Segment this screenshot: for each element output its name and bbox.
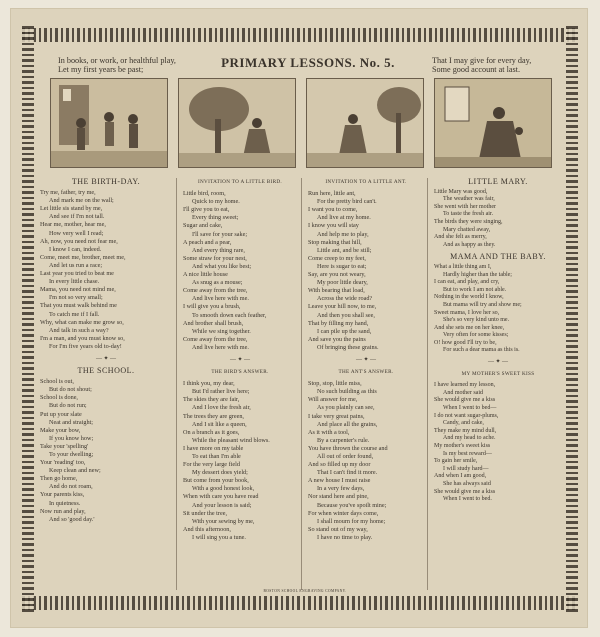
poem-line: Run here, little ant, — [308, 190, 356, 198]
poem-line: How very well I read; — [49, 229, 104, 237]
poem-line: Put up your slate — [40, 410, 82, 418]
poem-line: I shall mourn for my home; — [317, 517, 386, 525]
poem-line: And what you like best; — [192, 262, 252, 270]
poem-line: I take very great pains, — [308, 412, 365, 420]
header-left-verse — [58, 56, 176, 74]
poem-line: Take your 'spelling' — [40, 442, 89, 450]
poem-line: My mother's sweet kiss — [434, 443, 491, 449]
poem-line: Neat and straight; — [49, 418, 93, 426]
poem-line: And my head to ache. — [443, 435, 496, 442]
poem-line: And live here with me. — [192, 295, 249, 303]
poem-birds-answer — [183, 380, 297, 542]
poem-line: She's so very kind unto me. — [443, 317, 510, 324]
top-border — [22, 28, 578, 42]
separator: — ✦ — — [229, 356, 251, 363]
poem-line: And brother shall brush, — [183, 319, 244, 327]
poem-line: Sugar and cake, — [183, 222, 223, 230]
poem-line: I'm a man, and you must know so, — [40, 334, 125, 342]
poem-line: Now run and play, — [40, 507, 86, 515]
poem-title-little-mary: LITTLE MARY. — [468, 177, 528, 186]
poem-line: For the pretty bird can't. — [317, 198, 377, 206]
poem-line: That you must walk behind me — [40, 302, 117, 310]
poem-line: To taste the fresh air. — [443, 211, 494, 218]
poem-line: Your 'reading' too, — [40, 459, 86, 467]
printer-imprint: BOSTON SCHOOL ENGRAVING COMPANY. — [263, 589, 347, 593]
poem-line: I think you, my dear, — [183, 380, 235, 388]
poem-line: Mama, you need not mind me, — [40, 286, 116, 294]
poem-line: Stop, stop, little miss, — [308, 380, 362, 388]
illustration-mother-and-baby — [434, 78, 552, 168]
poem-line: And live at my home. — [317, 214, 371, 222]
poem-line: Come away from the tree, — [183, 287, 248, 295]
poem-line: You have thrown the course and — [308, 444, 388, 452]
poem-line: For when winter days come, — [308, 509, 379, 517]
poem-line: Ah, now, you need not fear me, — [40, 237, 118, 245]
poem-line: Why, what can make me grow so, — [40, 318, 124, 326]
poem-line: Little Mary was good, — [434, 188, 488, 195]
separator: — ✦ — — [487, 359, 509, 366]
poem-line: To gain her smile, — [434, 458, 478, 465]
poem-line: Sit under the tree, — [183, 509, 227, 517]
poem-line: For the very large field — [183, 461, 240, 469]
poem-school — [40, 378, 172, 524]
poem-line: In every little chase. — [49, 278, 100, 286]
poem-line: I do not want sugar-plums, — [434, 412, 499, 419]
illustration-children-playing — [50, 78, 168, 168]
poem-line: Across the wide road? — [317, 295, 373, 303]
poem-line: To smooth down each feather, — [192, 311, 267, 319]
poem-line: Come away from the tree, — [183, 335, 248, 343]
poem-line: And so filled up my door — [308, 461, 371, 469]
illustration-girl-with-ant — [306, 78, 424, 168]
poem-line: All out of order found, — [317, 453, 374, 460]
poem-line: A nice little house — [183, 271, 228, 279]
poem-line: O! how good I'll try to be, — [434, 339, 497, 346]
poem-line: In a very few days, — [317, 485, 365, 493]
poem-line: I have no time to play. — [317, 533, 373, 541]
poem-line: I can eat, and play, and cry, — [434, 279, 500, 286]
poem-line: They make my mind dull, — [434, 427, 497, 434]
poem-line: With your sewing by me, — [192, 517, 255, 525]
poem-line: Say, are you not weary, — [308, 271, 366, 279]
poem-line: And talk in such a way? — [49, 326, 109, 334]
poem-line: Nor stand here and pine, — [308, 493, 369, 501]
header-right-line2: Some good account at last. — [432, 65, 520, 74]
header-right-verse — [432, 56, 531, 74]
poem-line: I can pile up the sand, — [317, 327, 372, 335]
poem-line: I'll give you to eat, — [183, 206, 230, 214]
poem-line: The weather was fair, — [443, 196, 495, 203]
poem-line: And I sit like a queen, — [192, 420, 247, 428]
poem-line: But do not shout; — [49, 386, 92, 394]
poem-line: Candy, and cake, — [443, 420, 484, 427]
poem-line: She would give me a kiss — [434, 397, 496, 404]
poem-title-invitation-bird: INVITATION TO A LITTLE BIRD. — [197, 179, 282, 185]
poem-line: But to work I am not able. — [443, 286, 507, 293]
poem-title-mothers-kiss: MY MOTHER'S SWEET KISS — [461, 370, 535, 377]
poem-line: Nothing in the world I know, — [434, 294, 504, 301]
poem-line: I will study hard— — [443, 465, 489, 472]
poem-line: As it with a tool, — [308, 428, 350, 436]
poem-line: I want you to come, — [308, 206, 358, 214]
poem-line: Sweet mama, I love her so, — [434, 309, 500, 316]
poem-line: To eat than I'm able — [192, 453, 241, 460]
poem-line: And I love the fresh air, — [192, 404, 251, 412]
poem-line: As snug as a mouse; — [192, 279, 243, 287]
poem-line: And see if I'm not tall. — [49, 213, 105, 221]
poem-line: And help me to play, — [317, 230, 369, 238]
poem-line: I'm not so very small; — [49, 294, 103, 302]
poem-invitation-bird — [183, 190, 297, 352]
poem-line: And every thing rare, — [192, 246, 245, 254]
poem-line: I will sing you a tune. — [192, 533, 246, 541]
poem-title-ants-answer: THE ANT'S ANSWER. — [338, 369, 394, 376]
poem-little-mary — [434, 189, 562, 250]
bottom-border — [22, 596, 578, 610]
poem-line: And so 'good day.' — [49, 515, 95, 523]
poem-line: With a good honest look, — [192, 485, 255, 493]
poem-line: And save you the pains — [308, 335, 366, 343]
poem-line: Every thing sweet; — [192, 214, 239, 222]
column-divider — [301, 178, 302, 590]
poem-line: Hardly higher than the table; — [443, 271, 512, 278]
poem-line: For I'm five years old to-day! — [49, 342, 122, 350]
poem-line: She has always said — [443, 480, 491, 487]
poem-line: What a little thing am I, — [434, 263, 492, 270]
poem-line: But come from your book, — [183, 477, 249, 485]
poem-line: And when I am good, — [434, 473, 487, 480]
column-divider — [427, 178, 428, 590]
poem-line: That by filling my hand, — [308, 319, 369, 327]
poem-line: I have more on my table — [183, 444, 244, 452]
poem-line: But I'd rather live here; — [192, 388, 250, 396]
poem-title-school: THE SCHOOL. — [77, 366, 135, 376]
poem-line: The birds they were singing, — [434, 218, 503, 225]
poem-line: Mary chatted away, — [443, 226, 491, 233]
poem-title-birthday: THE BIRTH-DAY. — [71, 177, 141, 186]
poem-line: I'll save for your sake; — [192, 230, 248, 238]
column-divider — [176, 178, 177, 590]
poem-line: I have learned my lesson, — [434, 382, 496, 389]
separator: — ✦ — — [355, 356, 377, 363]
column-2 — [183, 178, 297, 542]
column-1 — [40, 178, 172, 524]
poem-line: Because you've spoilt mine; — [317, 501, 387, 509]
poem-line: A peach and a pear, — [183, 238, 232, 246]
poem-line: Leave your hill now, to me, — [308, 303, 377, 311]
poem-line: I know you will stay — [308, 222, 359, 230]
poem-line: And then you shall see, — [317, 311, 375, 319]
poem-line: While we sing together. — [192, 327, 251, 335]
poem-line: That I can't find it more. — [317, 469, 378, 477]
poem-line: A new house I must raise — [308, 477, 371, 485]
poem-line: When I went to bed— — [443, 405, 497, 412]
poem-line: Let little sis stand by me, — [40, 205, 103, 213]
poem-line: On a branch as it goes, — [183, 428, 240, 436]
poem-line: For such a dear mama as this is. — [443, 347, 520, 354]
poem-line: To your dwelling; — [49, 451, 94, 458]
poem-line: And mark me on the wall; — [49, 197, 114, 205]
poem-line: And your lesson is said; — [192, 501, 252, 509]
poem-line: School is done, — [40, 394, 78, 402]
poem-line: Then go home, — [40, 475, 78, 483]
poem-line: Make your bow, — [40, 426, 81, 434]
poem-line: Will answer for me, — [308, 396, 358, 404]
poem-line: My dessert does yield; — [192, 469, 248, 477]
poem-line: While the pleasant wind blows. — [192, 436, 270, 444]
right-border — [566, 24, 578, 612]
poem-line: Come creep to my feet, — [308, 254, 366, 262]
poem-line: And live here with me. — [192, 343, 249, 351]
page-title: PRIMARY LESSONS. No. 5. — [221, 55, 395, 70]
poem-line: And do not roam, — [49, 483, 93, 491]
poem-line: She went with her mother — [434, 203, 496, 210]
column-3 — [308, 178, 424, 542]
poem-invitation-ant — [308, 190, 424, 352]
separator: — ✦ — — [95, 355, 117, 362]
poem-line: School is out, — [40, 378, 74, 386]
poem-line: Come, meet me, brother, meet me, — [40, 253, 126, 261]
poem-line: And place all the grains, — [317, 420, 378, 428]
poem-title-birds-answer: THE BIRD'S ANSWER. — [211, 369, 269, 376]
poem-line: If you know how; — [49, 434, 94, 442]
poem-line: Stop making that hill, — [308, 238, 362, 246]
poem-line: The trees they are green, — [183, 412, 244, 420]
poem-line: I will give you a brush, — [183, 303, 241, 311]
poem-line: With bearing that load, — [308, 287, 365, 295]
poem-line: I know I can, indeed. — [49, 245, 102, 253]
poem-line: But mama will try and show me; — [443, 301, 522, 308]
poem-line: Try me, father, try me, — [40, 189, 96, 197]
header-left-line2: Let my first years be past; — [58, 65, 144, 74]
poem-line: Last year you tried to beat me — [40, 270, 114, 278]
poem-line: Is my best reward— — [443, 450, 492, 457]
poem-line: Some straw for your nest, — [183, 254, 247, 262]
poem-birthday — [40, 189, 172, 351]
poem-title-mama-baby: MAMA AND THE BABY. — [450, 252, 546, 262]
poem-mama-baby — [434, 264, 562, 355]
poem-line: And as happy as they. — [443, 241, 496, 248]
poem-line: She would give me a kiss — [434, 488, 496, 495]
poem-line: But do not run; — [49, 402, 87, 410]
poem-line: And mother said — [443, 389, 483, 396]
poem-mothers-kiss — [434, 382, 562, 504]
poem-line: By a carpenter's rule. — [317, 436, 370, 444]
poem-line: And this afternoon, — [183, 525, 231, 533]
poem-line: Little ant, and be still; — [317, 246, 372, 254]
poem-line: Little bird, room, — [183, 190, 226, 198]
poem-line: No such building as this — [317, 388, 377, 396]
header-right-line1: That I may give for every day, — [432, 56, 532, 65]
poem-line: As you plainly can see, — [317, 404, 375, 412]
illustration-girl-with-bird — [178, 78, 296, 168]
poem-line: And she sets me on her knee, — [434, 324, 505, 331]
poem-line: When with care you have read — [183, 493, 259, 501]
poem-line: My poor little deary, — [317, 279, 368, 287]
left-border — [22, 24, 34, 612]
poem-line: And she felt as merry, — [434, 234, 487, 241]
poem-line: To catch me if I fall. — [49, 310, 100, 318]
poem-line: Of bringing these grains. — [317, 343, 379, 351]
poem-ants-answer — [308, 380, 424, 542]
poem-line: Here is sugar to eat; — [317, 262, 367, 270]
poem-line: Your parents kiss, — [40, 491, 85, 499]
poem-line: Keep clean and new; — [49, 467, 101, 475]
poem-line: Quick to my home. — [192, 198, 240, 206]
poem-line: And let us run a race; — [49, 261, 103, 269]
poem-line: Very often for some kisses; — [443, 332, 509, 339]
poem-line: In quietness. — [49, 499, 81, 507]
poem-line: When I went to bed. — [443, 496, 492, 503]
poem-line: Hear me, mother, hear me, — [40, 221, 106, 229]
poem-line: So stand out of my way, — [308, 525, 368, 533]
poem-line: The skies they are fair, — [183, 396, 240, 404]
header-left-line1: In books, or work, or healthful play, — [58, 56, 176, 65]
column-4 — [434, 178, 562, 504]
poem-title-invitation-ant: INVITATION TO A LITTLE ANT. — [325, 179, 407, 185]
